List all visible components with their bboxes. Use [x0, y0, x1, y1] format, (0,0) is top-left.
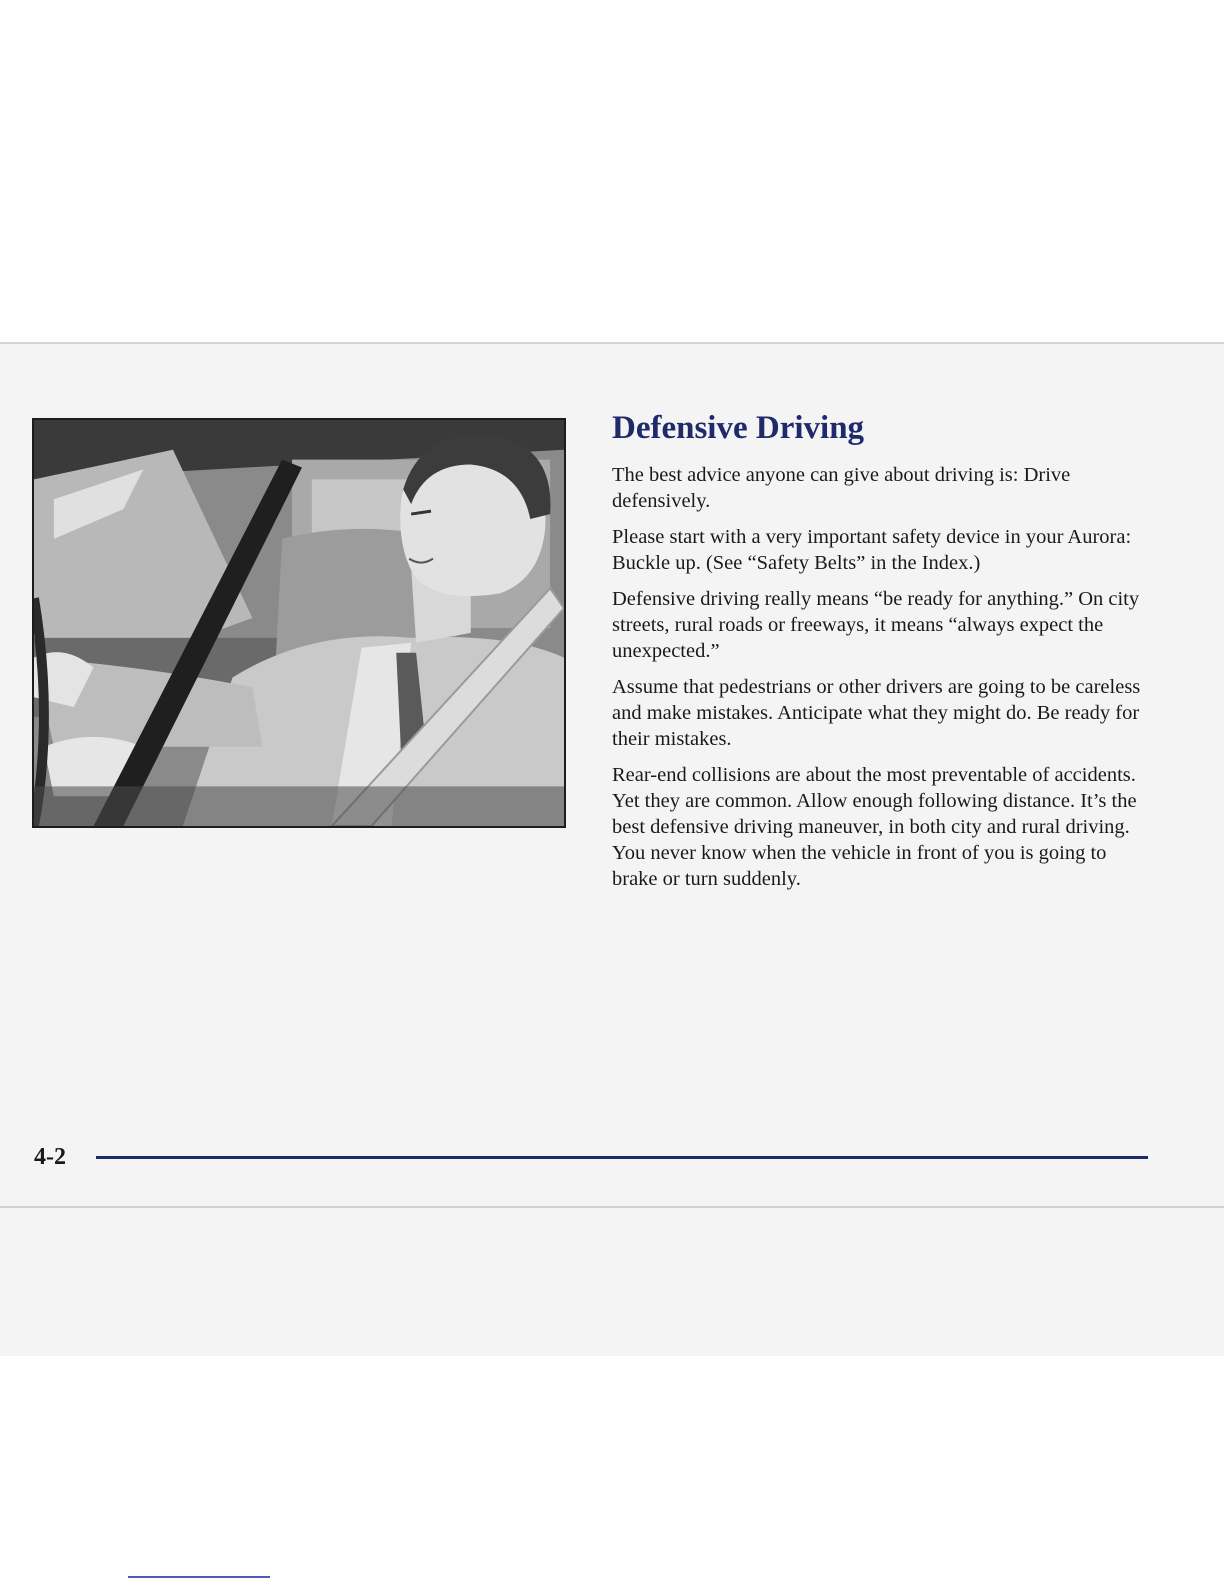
footer-rule — [96, 1156, 1148, 1159]
defensive-driving-section — [612, 410, 1152, 902]
section-title: Defensive Driving — [612, 410, 865, 446]
band-bottom-divider — [0, 1206, 1224, 1208]
paragraph: Please start with a very important safety device in your Aurora: Buckle up. (See “Safety Belts” in the Index.) — [612, 525, 1132, 574]
paragraph: The best advice anyone can give about driving is: Drive defensively. — [612, 463, 1071, 512]
driver-illustration — [32, 418, 566, 828]
paragraph: Assume that pedestrians or other drivers are going to be careless and make mistakes. Anticipate what they might do. Be ready for their mistakes. — [612, 675, 1141, 750]
bottom-underline-mark — [128, 1576, 270, 1578]
page-number: 4-2 — [34, 1144, 66, 1170]
paragraph: Defensive driving really means “be ready for anything.” On city streets, rural roads or freeways, it means “always expect the unexpected.” — [612, 587, 1140, 662]
driver-wearing-seatbelt-drawing — [34, 420, 564, 826]
paragraph: Rear-end collisions are about the most preventable of accidents. Yet they are common. Allow enough following distance. It’s the best defensive driving maneuver, in both city and rural driving. You never know when the vehicle in front of you is going to brake or turn suddenly. — [612, 763, 1137, 890]
band-top-divider — [0, 342, 1224, 344]
